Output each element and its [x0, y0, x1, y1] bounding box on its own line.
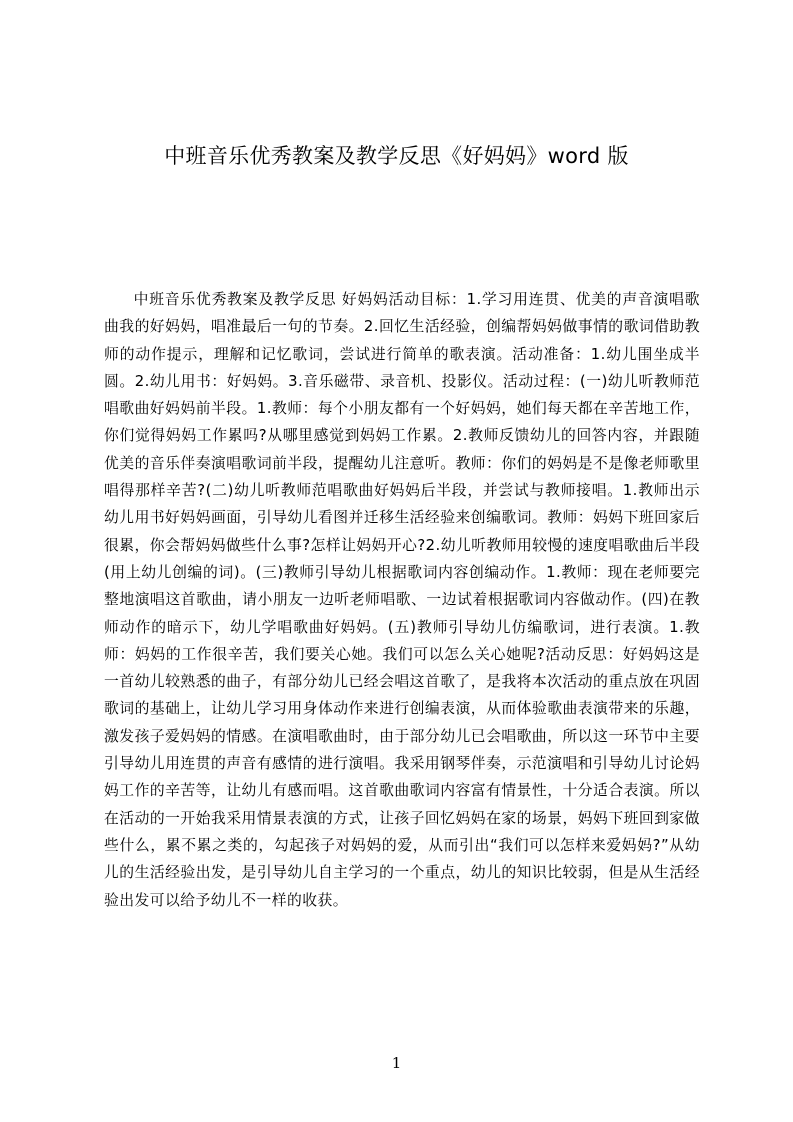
- document-title: 中班音乐优秀教案及教学反思《好妈妈》word 版: [164, 144, 629, 168]
- page-number: 1: [391, 1054, 402, 1072]
- document-body-paragraph: 中班音乐优秀教案及教学反思 好妈妈活动目标：1.学习用连贯、优美的声音演唱歌曲我的好妈妈，唱准最后一句的节奏。2.回忆生活经验，创编帮妈妈做事情的歌词借助教师的动作提示，理解和记忆歌词，尝试进行简单的歌表演。活动准备：1.幼儿围坐成半圆。2.幼儿用书：好妈妈。3.音乐磁带、录音机、投影仪。活动过程：(一)幼儿听教师范唱歌曲好妈妈前半段。1.教师：每个小朋友都有一个好妈妈，她们每天都在辛苦地工作，你们觉得妈妈工作累吗?从哪里感觉到妈妈工作累。2.教师反馈幼儿的回答内容，并跟随优美的音乐伴奏演唱歌词前半段，提醒幼儿注意听。教师：你们的妈妈是不是像老师歌里唱得那样辛苦?(二)幼儿听教师范唱歌曲好妈妈后半段，并尝试与教师接唱。1.教师出示幼儿用书好妈妈画面，引导幼儿看图并迁移生活经验来创编歌词。教师：妈妈下班回家后很累，你会帮妈妈做些什么事?怎样让妈妈开心?2.幼儿听教师用较慢的速度唱歌曲后半段(用上幼儿创编的词)。(三)教师引导幼儿根据歌词内容创编动作。1.教师：现在老师要完整地演唱这首歌曲，请小朋友一边听老师唱歌、一边试着根据歌词内容做动作。(四)在教师动作的暗示下，幼儿学唱歌曲好妈妈。(五)教师引导幼儿仿编歌词，进行表演。1.教师：妈妈的工作很辛苦，我们要关心她。我们可以怎么关心她呢?活动反思：好妈妈这是一首幼儿较熟悉的曲子，有部分幼儿已经会唱这首歌了，是我将本次活动的重点放在巩固歌词的基础上，让幼儿学习用身体动作来进行创编表演，从而体验歌曲表演带来的乐趣，激发孩子爱妈妈的情感。在演唱歌曲时，由于部分幼儿已会唱歌曲，所以这一环节中主要引导幼儿用连贯的声音有感情的进行演唱。我采用钢琴伴奏，示范演唱和引导幼儿讨论妈妈工作的辛苦等，让幼儿有感而唱。这首歌曲歌词内容富有情景性，十分适合表演。所以在活动的一开始我采用情景表演的方式，让孩子回忆妈妈在家的场景，妈妈下班回到家做些什么，累不累之类的，勾起孩子对妈妈的爱，从而引出“我们可以怎样来爱妈妈?”从幼儿的生活经验出发，是引导幼儿自主学习的一个重点，幼儿的知识比较弱，但是从生活经验出发可以给予幼儿不一样的收获。: [104, 291, 700, 909]
